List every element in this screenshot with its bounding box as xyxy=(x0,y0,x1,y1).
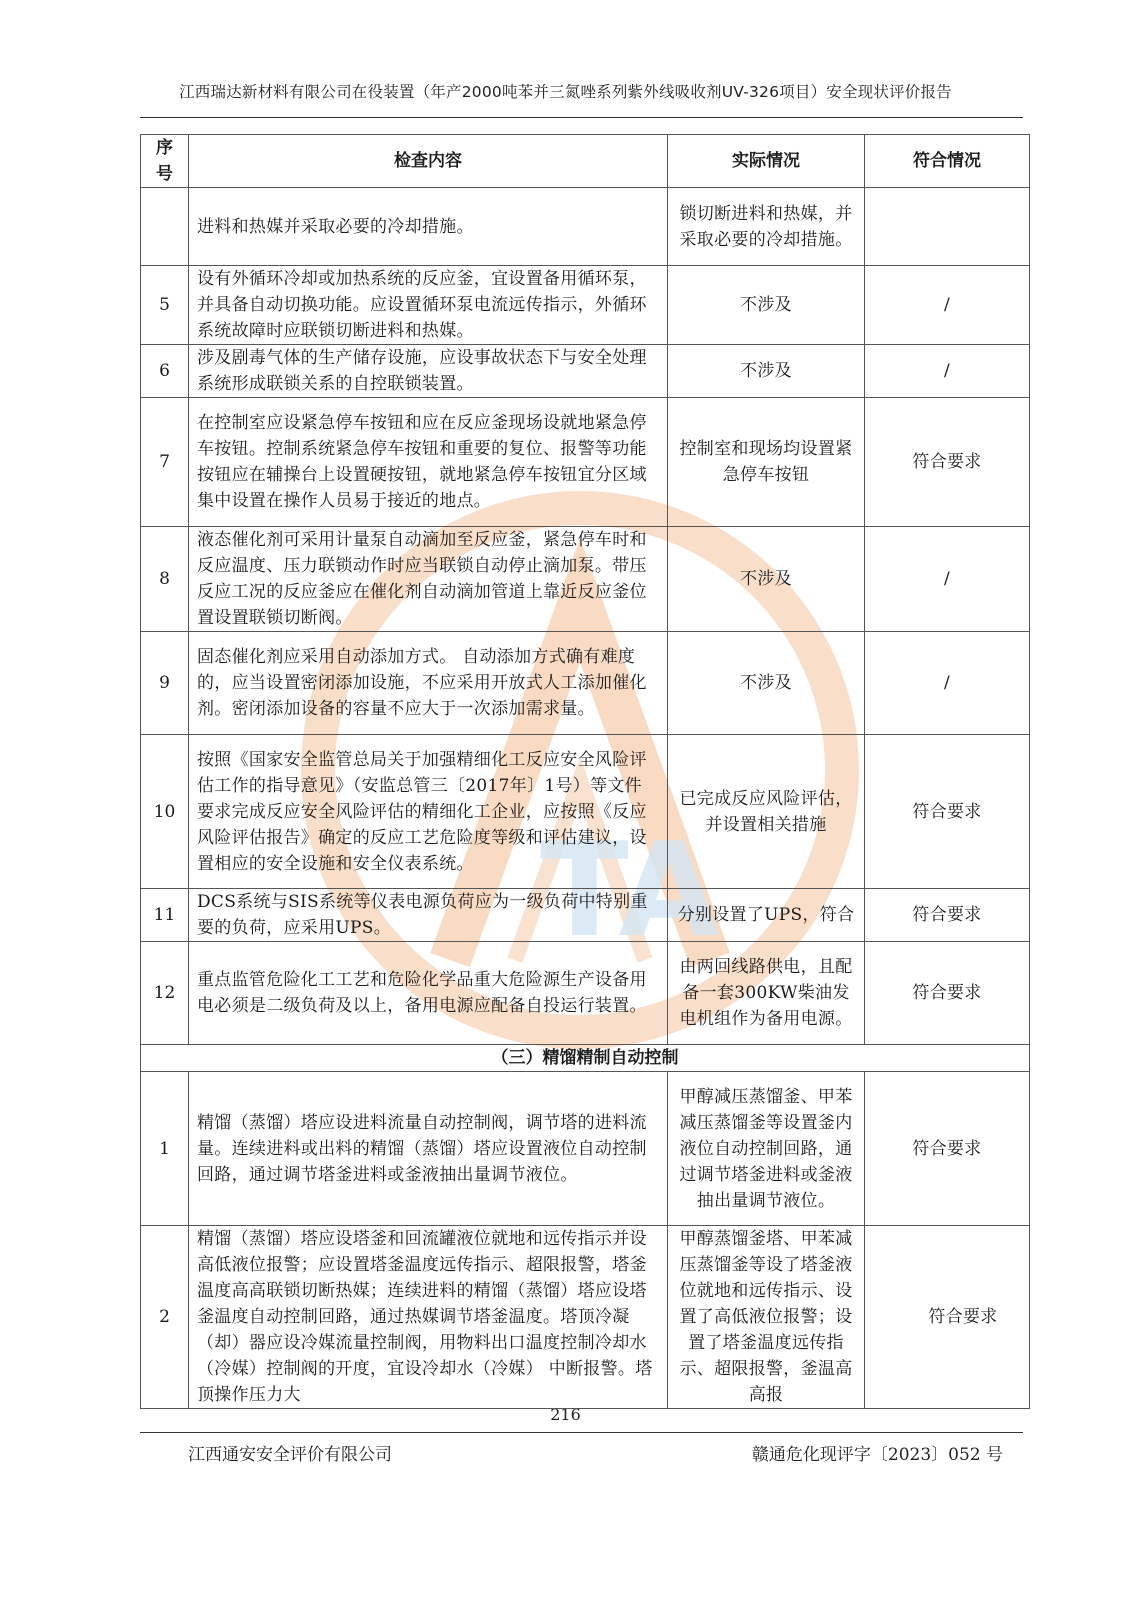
row-comply: / xyxy=(865,266,1030,345)
row-actual: 不涉及 xyxy=(668,527,865,632)
row-no: 1 xyxy=(141,1072,189,1226)
report-header-title: 江西瑞达新材料有限公司在役装置（年产2000吨苯并三氮唑系列紫外线吸收剂UV-326项目）安全现状评价报告 xyxy=(179,83,952,101)
table-row xyxy=(141,942,1030,1045)
row-comply xyxy=(865,188,1030,266)
footer-company: 江西通安安全评价有限公司 xyxy=(188,1445,392,1465)
section-title: （三）精馏精制自动控制 xyxy=(141,1045,1030,1072)
row-content: 固态催化剂应采用自动添加方式。 自动添加方式确有难度的，应当设置密闭添加设施，不应采用开放式人工添加催化剂。密闭添加设备的容量不应大于一次添加需求量。 xyxy=(189,632,668,735)
row-no: 11 xyxy=(141,889,189,942)
row-comply: / xyxy=(865,632,1030,735)
inspection-table xyxy=(140,134,1030,1409)
row-content: 精馏（蒸馏）塔应设塔釜和回流罐液位就地和远传指示并设高低液位报警；应设置塔釜温度远传指示、超限报警，塔釜温度高高联锁切断热媒；连续进料的精馏（蒸馏）塔应设塔釜温度自动控制回路，通过热媒调节塔釜温度。塔顶冷凝（却）器应设冷媒流量控制阀，用物料出口温度控制冷却水（冷媒）控制阀的开度，宜设冷却水（冷媒） 中断报警。塔顶操作压力大 xyxy=(189,1226,668,1409)
table-row xyxy=(141,632,1030,735)
row-no: 10 xyxy=(141,735,189,889)
row-comply: 符合要求 xyxy=(865,889,1030,942)
column-header-comply: 符合情况 xyxy=(865,135,1030,188)
row-content: 进料和热媒并采取必要的冷却措施。 xyxy=(189,188,668,266)
column-header-no: 序号 xyxy=(141,135,189,188)
table-row xyxy=(141,1072,1030,1226)
row-comply: / xyxy=(865,345,1030,398)
row-actual: 已完成反应风险评估，并设置相关措施 xyxy=(668,735,865,889)
row-actual: 分别设置了UPS，符合 xyxy=(668,889,865,942)
row-no: 6 xyxy=(141,345,189,398)
row-no: 7 xyxy=(141,398,189,527)
row-actual: 控制室和现场均设置紧急停车按钮 xyxy=(668,398,865,527)
table-row xyxy=(141,266,1030,345)
row-content: 在控制室应设紧急停车按钮和应在反应釜现场设就地紧急停车按钮。控制系统紧急停车按钮和重要的复位、报警等功能按钮应在辅操台上设置硬按钮，就地紧急停车按钮宜分区域集中设置在操作人员易于接近的地点。 xyxy=(189,398,668,527)
row-comply: 符合要求 xyxy=(865,398,1030,527)
row-content: 精馏（蒸馏）塔应设进料流量自动控制阀，调节塔的进料流量。连续进料或出料的精馏（蒸馏）塔应设置液位自动控制回路，通过调节塔釜进料或釜液抽出量调节液位。 xyxy=(189,1072,668,1226)
row-no xyxy=(141,188,189,266)
table-row xyxy=(141,188,1030,266)
row-content: DCS系统与SIS系统等仪表电源负荷应为一级负荷中特别重要的负荷，应采用UPS。 xyxy=(189,889,668,942)
row-actual: 不涉及 xyxy=(668,345,865,398)
row-no: 5 xyxy=(141,266,189,345)
table-row xyxy=(141,345,1030,398)
header-divider xyxy=(140,117,1023,118)
row-actual: 甲醇减压蒸馏釜、甲苯减压蒸馏釜等设置釜内液位自动控制回路，通过调节塔釜进料或釜液抽出量调节液位。 xyxy=(668,1072,865,1226)
table-row xyxy=(141,889,1030,942)
row-content: 重点监管危险化工工艺和危险化学品重大危险源生产设备用电必须是二级负荷及以上，备用电源应配备自投运行装置。 xyxy=(189,942,668,1045)
row-comply: 符合要求 xyxy=(865,942,1030,1045)
row-comply: 符合要求 xyxy=(865,735,1030,889)
row-no: 9 xyxy=(141,632,189,735)
row-content: 液态催化剂可采用计量泵自动滴加至反应釜，紧急停车时和反应温度、压力联锁动作时应当联锁自动停止滴加泵。带压反应工况的反应釜应在催化剂自动滴加管道上靠近反应釜位置设置联锁切断阀。 xyxy=(189,527,668,632)
table-row xyxy=(141,398,1030,527)
svg-text:TA: TA xyxy=(540,814,720,966)
row-comply: 符合要求 xyxy=(865,1072,1030,1226)
row-no: 2 xyxy=(141,1226,189,1409)
row-no: 8 xyxy=(141,527,189,632)
row-content: 设有外循环冷却或加热系统的反应釜，宜设置备用循环泵，并具备自动切换功能。应设置循环泵电流远传指示，外循环系统故障时应联锁切断进料和热媒。 xyxy=(189,266,668,345)
row-actual: 不涉及 xyxy=(668,266,865,345)
column-header-actual: 实际情况 xyxy=(668,135,865,188)
table-row xyxy=(141,735,1030,889)
row-actual: 不涉及 xyxy=(668,632,865,735)
footer-doc-number: 赣通危化现评字〔2023〕052 号 xyxy=(751,1445,1003,1465)
section-row xyxy=(141,1045,1030,1072)
table-header-row xyxy=(141,135,1030,188)
row-content: 按照《国家安全监管总局关于加强精细化工反应安全风险评估工作的指导意见》（安监总管三〔2017年〕1号）等文件要求完成反应安全风险评估的精细化工企业，应按照《反应风险评估报告》确定的反应工艺危险度等级和评估建议，设置相应的安全设施和安全仪表系统。 xyxy=(189,735,668,889)
row-content: 涉及剧毒气体的生产储存设施，应设事故状态下与安全处理系统形成联锁关系的自控联锁装置。 xyxy=(189,345,668,398)
footer-divider xyxy=(140,1432,1023,1433)
table-row xyxy=(141,527,1030,632)
row-no: 12 xyxy=(141,942,189,1045)
row-actual: 锁切断进料和热媒，并采取必要的冷却措施。 xyxy=(668,188,865,266)
column-header-content: 检查内容 xyxy=(189,135,668,188)
page-number: 216 xyxy=(550,1405,581,1424)
row-actual: 由两回线路供电，且配备一套300KW柴油发电机组作为备用电源。 xyxy=(668,942,865,1045)
row-comply: / xyxy=(865,527,1030,632)
table-row xyxy=(141,1226,1030,1409)
row-comply: 符合要求 xyxy=(865,1226,1030,1409)
row-actual: 甲醇蒸馏釜塔、甲苯减压蒸馏釜等设了塔釜液位就地和远传指示、设置了高低液位报警；设置了塔釜温度远传指示、超限报警，釜温高高报 xyxy=(668,1226,865,1409)
